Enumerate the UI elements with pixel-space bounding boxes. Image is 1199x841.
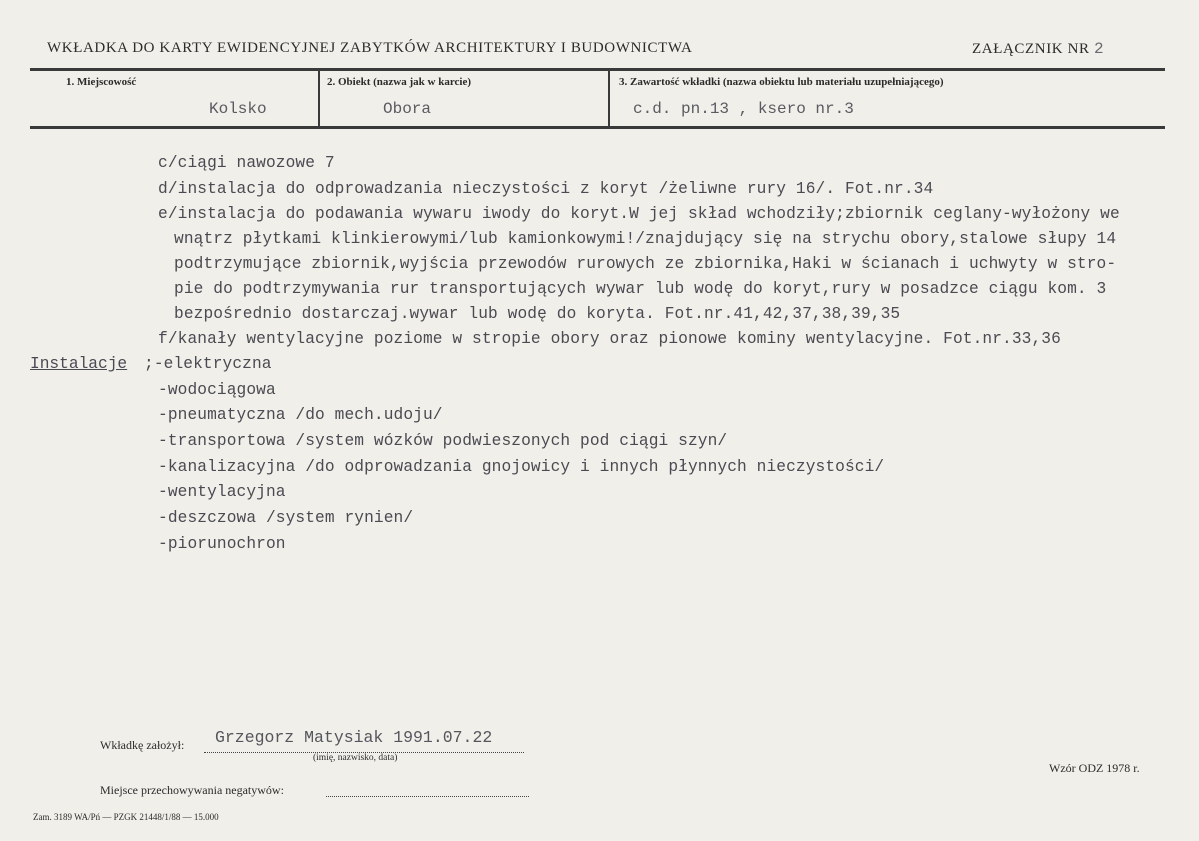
installations-label: Instalacje [30, 355, 128, 373]
negatives-dotted-line [326, 796, 529, 797]
text-line: -wodociągowa [158, 381, 276, 399]
text-line: -pneumatyczna /do mech.udoju/ [158, 406, 443, 424]
document-title: WKŁADKA DO KARTY EWIDENCYJNEJ ZABYTKÓW ARCHITEKTURY I BUDOWNICTWA [47, 40, 693, 56]
text-line: e/instalacja do podawania wywaru iwody do koryt.W jej skład wchodziły;zbiornik ceglany-wyłożony we [158, 205, 1120, 223]
text-line: -deszczowa /system rynien/ [158, 509, 414, 527]
print-info: Zam. 3189 WA/Pń — PZGK 21448/1/88 — 15.000 [33, 812, 219, 822]
text-line: podtrzymujące zbiornik,wyjścia przewodów rurowych ze zbiornika,Haki w ścianach i uchwyty w stro- [174, 255, 1117, 273]
attachment-number [972, 40, 1104, 58]
text-line: ;-elektryczna [144, 355, 272, 373]
text-line: c/ciągi nawozowe 7 [158, 154, 335, 172]
header-bottom-rule [30, 126, 1165, 129]
header-top-rule [30, 68, 1165, 71]
founded-value: Grzegorz Matysiak 1991.07.22 [215, 728, 493, 747]
form-model: Wzór ODZ 1978 r. [1049, 761, 1140, 775]
object-value: Obora [383, 100, 432, 118]
object-label: 2. Obiekt (nazwa jak w karcie) [327, 76, 472, 88]
column-divider [318, 71, 320, 126]
text-line: d/instalacja do odprowadzania nieczystości z koryt /żeliwne rury 16/. Fot.nr.34 [158, 180, 934, 198]
text-line: f/kanały wentylacyjne poziome w stropie obory oraz pionowe kominy wentylacyjne. Fot.nr.33,36 [158, 330, 1061, 348]
text-line: -piorunochron [158, 535, 286, 553]
text-line: bezpośrednio dostarczaj.wywar lub wodę do koryta. Fot.nr.41,42,37,38,39,35 [174, 305, 901, 323]
text-line: -kanalizacyjna /do odprowadzania gnojowicy i innych płynnych nieczystości/ [158, 458, 885, 476]
text-line: pie do podtrzymywania rur transportujących wywar lub wodę do koryt,rury w posadzce ciągu kom. 3 [174, 280, 1107, 298]
text-line: -wentylacyjna [158, 483, 286, 501]
attachment-label: ZAŁĄCZNIK NR [972, 41, 1090, 57]
founded-hint: (imię, nazwisko, data) [313, 753, 398, 763]
locality-label: 1. Miejscowość [66, 76, 137, 88]
content-label: 3. Zawartość wkładki (nazwa obiektu lub materiału uzupełniającego) [619, 76, 944, 88]
negatives-label: Miejsce przechowywania negatywów: [100, 783, 284, 797]
content-value: c.d. pn.13 , ksero nr.3 [633, 100, 854, 118]
attachment-number-value: 2 [1093, 40, 1105, 58]
column-divider [608, 71, 610, 126]
locality-value: Kolsko [209, 100, 267, 118]
text-line: wnątrz płytkami klinkierowymi/lub kamionkowymi!/znajdujący się na strychu obory,stalowe słupy 14 [174, 230, 1117, 248]
founded-label: Wkładkę założył: [100, 738, 185, 752]
text-line: -transportowa /system wózków podwieszonych pod ciągi szyn/ [158, 432, 728, 450]
